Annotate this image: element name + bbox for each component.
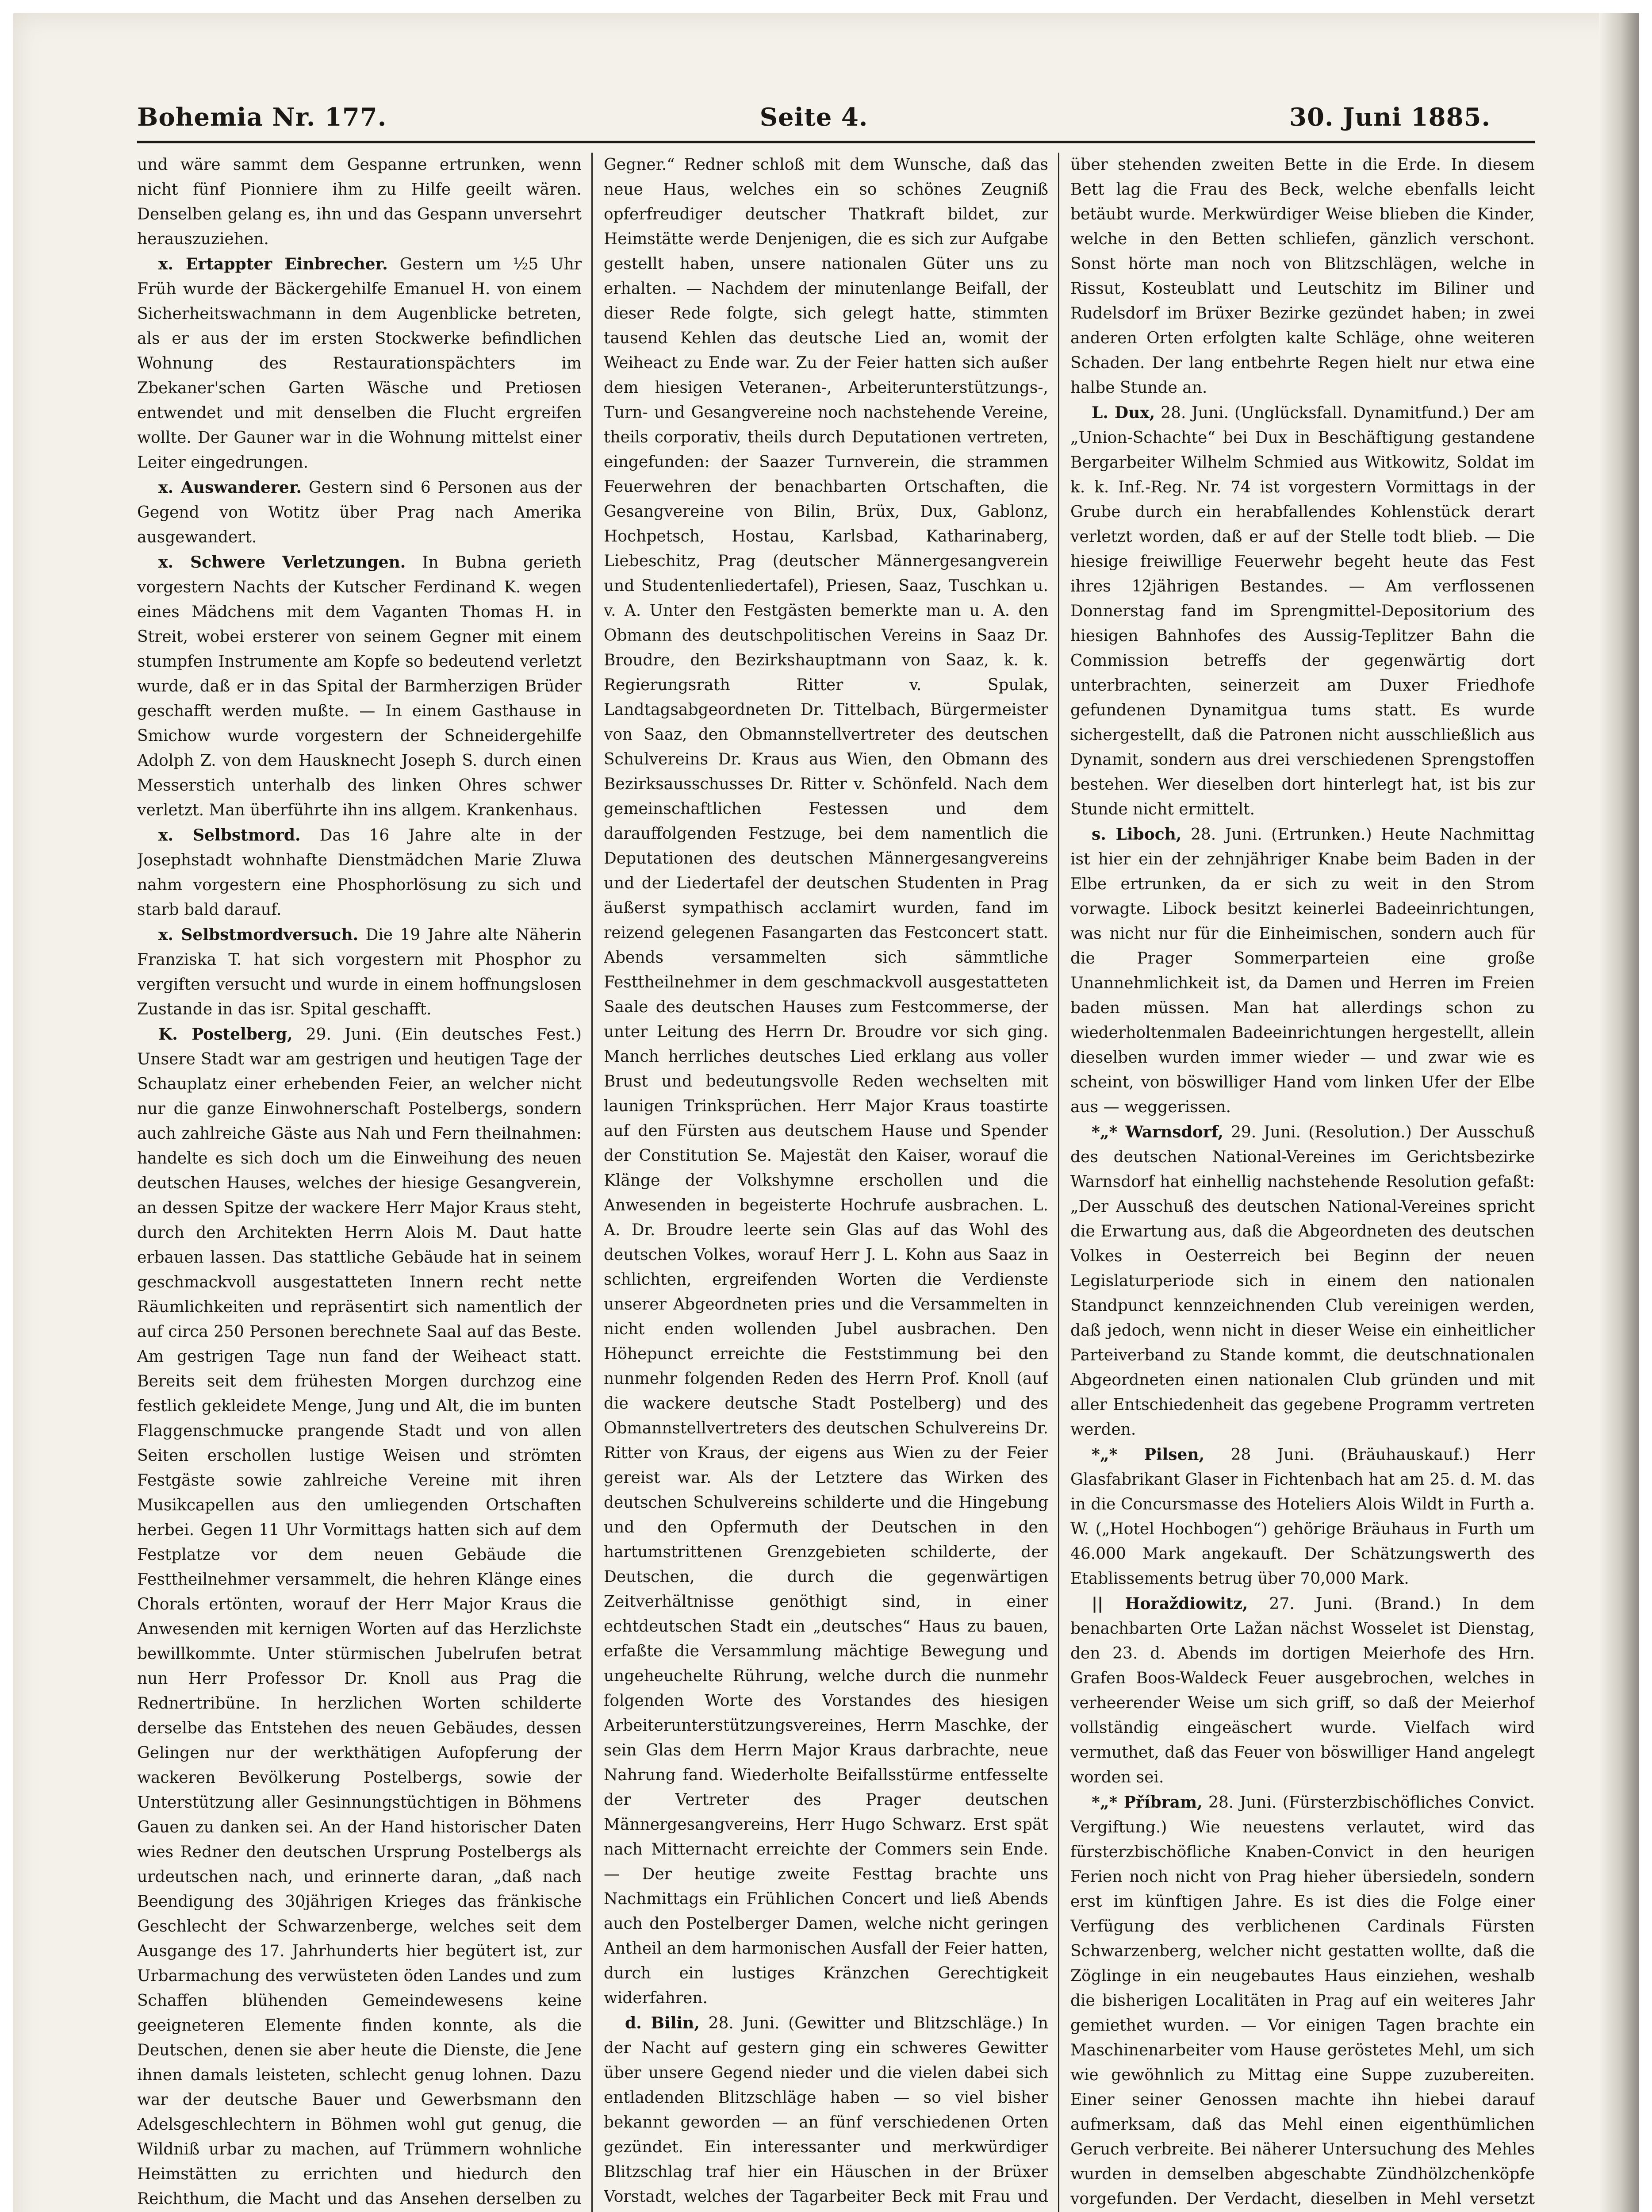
article-paragraph	[137, 550, 582, 823]
article-heading: *„* Pilsen,	[1092, 1445, 1205, 1464]
article-text: 28. Juni. (Gewitter und Blitzschläge.) In der Nacht auf gestern ging ein schweres Gewitter über unsere Gegend nieder und die vielen dabei sich entladenden Blitzschläge haben — so viel bisher bekannt geworden — an fünf verschiedenen Orten gezündet. Ein interessanter und merkwürdiger Blitzschlag traf hier ein Häuschen in der Brüxer Vorstadt, welches der Tagarbeiter Beck mit Frau und	[604, 2014, 1048, 2206]
article-text: 28 Juni. (Bräuhauskauf.) Herr Glasfabrikant Glaser in Fichtenbach hat am 25. d. M. das in die Concursmasse des Hoteliers Alois Wildt in Furth a. W. („Hotel Hochbogen“) gehörige Bräuhaus in Furth um 46.000 Mark angekauft. Der Schätzungswerth des Etablissements betrug über 70,000 Mark.	[1070, 1446, 1535, 1588]
article-paragraph	[604, 153, 1048, 2011]
article-paragraph	[137, 922, 582, 1022]
article-text: Gegner.“ Redner schloß mit dem Wunsche, daß das neue Haus, welches ein so schönes Zeugniß opferfreudiger deutscher Thatkraft bildet, zur Heimstätte werde Denjenigen, die es sich zur Aufgabe gestellt haben, unsere nationalen Güter uns zu erhalten. — Nachdem der minutenlange Beifall, der dieser Rede folgte, sich gelegt hatte, stimmten tausend Kehlen das deutsche Lied an, womit der Weiheact zu Ende war. Zu der Feier hatten sich außer dem hiesigen Veteranen-, Arbeiterunterstützungs-, Turn- und Gesangvereine noch nachstehende Vereine, theils corporativ, theils durch Deputationen vertreten, eingefunden: der Saazer Turnverein, die strammen Feuerwehren der benachbarten Ortschaften, die Gesangvereine von Bilin, Brüx, Dux, Gablonz, Hochpetsch, Hostau, Karlsbad, Katharinaberg, Liebeschitz, Prag (deutscher Männergesangverein und Studentenliedertafel), Priesen, Saaz, Tuschkan u. v. A. Unter den Festgästen bemerkte man u. A. den Obmann des deutschpolitischen Vereins in Saaz Dr. Broudre, den Bezirkshauptmann von Saaz, k. k. Regierungsrath Ritter v. Spulak, Landtagsabgeordneten Dr. Tittelbach, Bürgermeister von Saaz, den Obmannstellvertreter des deutschen Schulvereins Dr. Kraus aus Wien, den Obmann des Bezirksausschusses Dr. Ritter v. Schönfeld. Nach dem gemeinschaftlichen Festessen und dem darauffolgenden Festzuge, bei dem namentlich die Deputationen des deutschen Männergesangvereins und der Liedertafel der deutschen Studenten in Prag äußerst sympathisch acclamirt wurden, fand im reizend gelegenen Fasangarten das Festconcert statt. Abends versammelten sich sämmtliche Festtheilnehmer in dem geschmackvoll ausgestatteten Saale des deutschen Hauses zum Festcommerse, der unter Leitung des Herrn Dr. Broudre vor sich ging. Manch herrliches deutsches Lied erklang aus voller Brust und bedeutungsvolle Reden wechselten mit launigen Trinksprüchen. Herr Major Kraus toastirte auf den Fürsten aus deutschem Hause und Spender der Constitution Se. Majestät den Kaiser, worauf die Klänge der Volkshymne erschollen und die Anwesenden in begeisterte Hochrufe ausbrachen. L. A. Dr. Broudre leerte sein Glas auf das Wohl des deutschen Volkes, worauf Herr J. L. Kohn aus Saaz in schlichten, ergreifenden Worten die Verdienste unserer Abgeordneten pries und die Versammelten in nicht enden wollenden Jubel ausbrachen. Den Höhepunct erreichte die Feststimmung bei den nunmehr folgenden Reden des Herrn Prof. Knoll (auf die wackere deutsche Stadt Postelberg) und des Obmannstellvertreters des deutschen Schulvereins Dr. Ritter von Kraus, der eigens aus Wien zu der Feier gereist war. Als der Letztere das Wirken des deutschen Schulvereins schilderte und die Hingebung und den Opfermuth der Deutschen in den hartumstrittenen Grenzgebieten schilderte, der Deutschen, die durch die gegenwärtigen Zeitverhältnisse genöthigt sind, in einer echtdeutschen Stadt ein „deutsches“ Haus zu bauen, erfaßte die Versammlung mächtige Bewegung und ungeheuchelte Rührung, welche durch die nunmehr folgenden Worte des Vorstandes des hiesigen Arbeiterunterstützungsvereines, Herrn Maschke, der sein Glas dem Herrn Major Kraus darbrachte, neue Nahrung fand. Wiederholte Beifallsstürme entfesselte der Vertreter des Prager deutschen Männergesangvereins, Herr Hugo Schwarz. Erst spät nach Mitternacht erreichte der Commers sein Ende. — Der heutige zweite Festtag brachte uns Nachmittags ein Frühlichen Concert und ließ Abends auch den Postelberger Damen, welche nicht geringen Antheil an dem harmonischen Ausfall der Feier hatten, durch ein lustiges Kränzchen Gerechtigkeit widerfahren.	[604, 156, 1048, 2007]
article-heading: x. Selbstmord.	[158, 826, 301, 845]
article-heading: L. Dux,	[1092, 403, 1155, 422]
article-text: 28. Juni. (Ertrunken.) Heute Nachmittag ist hier ein der zehnjähriger Knabe beim Baden in der Elbe ertrunken, da er sich zu weit in den Strom vorwagte. Libock besitzt keinerlei Badeeinrichtungen, was nicht nur für die Einheimischen, sondern auch für die Prager Sommerparteien eine große Unannehmlichkeit ist, da Damen und Herren im Freien baden müssen. Man hat allerdings schon zu wiederholtenmalen Badeeinrichtungen hergestellt, allein dieselben wurden immer wieder — und zwar wie es scheint, von böswilliger Hand vom linken Ufer der Elbe aus — weggerissen.	[1070, 826, 1535, 1116]
article-paragraph	[1070, 1120, 1535, 1442]
column-2	[604, 153, 1048, 2212]
article-paragraph	[1070, 1442, 1535, 1591]
article-text: 29. Juni. (Ein deutsches Fest.) Unsere Stadt war am gestrigen und heutigen Tage der Schauplatz einer erhebenden Feier, an welcher nicht nur die ganze Einwohnerschaft Postelbergs, sondern auch zahlreiche Gäste aus Nah und Fern theilnahmen: handelte es sich doch um die Einweihung des neuen deutschen Hauses, welches der hiesige Gesangverein, an dessen Spitze der wackere Herr Major Kraus steht, durch den Architekten Herrn Alois M. Daut hatte erbauen lassen. Das stattliche Gebäude hat in seinem geschmackvoll ausgestatteten Innern recht nette Räumlichkeiten und repräsentirt sich namentlich der auf circa 250 Personen berechnete Saal auf das Beste. Am gestrigen Tage nun fand der Weiheact statt. Bereits seit dem frühesten Morgen durchzog eine festlich gekleidete Menge, Jung und Alt, die im bunten Flaggenschmucke prangende Stadt und von allen Seiten erschollen lustige Weisen und strömten Festgäste sowie zahlreiche Vereine mit ihren Musikcapellen aus den umliegenden Ortschaften herbei. Gegen 11 Uhr Vormittags hatten sich auf dem Festplatze vor dem neuen Gebäude die Festtheilnehmer versammelt, die hehren Klänge eines Chorals ertönten, worauf der Herr Major Kraus die Anwesenden mit kernigen Worten auf das Herzlichste bewillkommte. Unter stürmischen Jubelrufen betrat nun Herr Professor Dr. Knoll aus Prag die Rednertribüne. In herzlichen Worten schilderte derselbe das Entstehen des neuen Gebäudes, dessen Gelingen nur der werkthätigen Aufopferung der wackeren Bevölkerung Postelbergs, sowie der Unterstützung aller Gesinnungstüchtigen in Böhmens Gauen zu danken sei. An der Hand historischer Daten wies Redner den deutschen Ursprung Postelbergs als urdeutschen nach, und erinnerte daran, „daß nach Beendigung des 30jährigen Krieges das fränkische Geschlecht der Schwarzenberge, welches seit dem Ausgange des 17. Jahrhunderts hier begütert ist, zur Urbarmachung des verwüsteten öden Landes und zum Schaffen blühenden Gemeindewesens keine geeigneteren Elemente finden konnte, als die Deutschen, denen sie aber heute die Dienste, die Jene ihnen damals leisteten, schlecht genug lohnen. Dazu war der deutsche Bauer und Gewerbsmann den Adelsgeschlechtern in Böhmen wohl gut genug, die Wildniß urbar zu machen, auf Trümmern wohnliche Heimstätten zu errichten und hiedurch den Reichthum, die Macht und das Ansehen derselben zu	[137, 1025, 582, 2208]
article-text: 29. Juni. (Resolution.) Der Ausschuß des deutschen National-Vereines im Gerichtsbezirke Warnsdorf hat einhellig nachstehende Resolution gefaßt: „Der Ausschuß des deutschen National-Vereines spricht die Erwartung aus, daß die Abgeordneten des deutschen Volkes in Oesterreich bei Beginn der neuen Legislaturperiode sich in einem den nationalen Standpunct kennzeichnenden Club vereinigen werden, daß jedoch, wenn nicht in dieser Weise ein einheitlicher Parteiverband zu Stande kommt, die deutschnationalen Abgeordneten einen nationalen Club gründen und mit aller Entschiedenheit das gegebene Programm vertreten werden.	[1070, 1123, 1535, 1439]
article-paragraph	[604, 2011, 1048, 2212]
article-paragraph	[1070, 1591, 1535, 1790]
column-divider	[1058, 153, 1059, 2212]
article-text: 28. Juni. (Fürsterzbischöfliches Convict. Vergiftung.) Wie neuestens verlautet, wird das fürsterzbischöfliche Knaben-Convict in den heurigen Ferien noch nicht von Prag hieher übersiedeln, sondern erst im künftigen Jahre. Es ist dies die Folge einer Verfügung des verblichenen Cardinals Fürsten Schwarzenberg, welcher nicht gestatten wollte, daß die Zöglinge in ein neugebautes Haus einziehen, weshalb die bisherigen Localitäten in Prag auf ein weiteres Jahr gemiethet wurden. — Vor einigen Tagen brachte ein Maschinenarbeiter vom Hause geröstetes Mehl, um sich wie gewöhnlich zu Mittag eine Suppe zuzubereiten. Einer seiner Genossen machte ihn hiebei darauf aufmerksam, daß das Mehl einen eigenthümlichen Geruch verbreite. Bei näherer Untersuchung des Mehles wurden in demselben abgeschabte Zündhölzchenköpfe vorgefunden. Der Verdacht, dieselben in Mehl versetzt	[1070, 1793, 1535, 2208]
article-paragraph	[137, 1022, 582, 2212]
article-paragraph	[137, 475, 582, 550]
page-header	[137, 96, 1491, 136]
article-text: und wäre sammt dem Gespanne ertrunken, wenn nicht fünf Pionniere ihm zu Hilfe geeilt wären. Denselben gelang es, ihn und das Gespann unversehrt herauszuziehen.	[137, 156, 582, 248]
article-text: 28. Juni. (Unglücksfall. Dynamitfund.) Der am „Union-Schachte“ bei Dux in Beschäftigung gestandene Bergarbeiter Wilhelm Schmied aus Witkowitz, Soldat im k. k. Inf.-Reg. Nr. 74 ist vorgestern Vormittags in der Grube durch ein herabfallendes Kohlenstück derart verletzt worden, daß er auf der Stelle todt blieb. — Die hiesige freiwillige Feuerwehr begeht heute das Fest ihres 12jährigen Bestandes. — Am verflossenen Donnerstag fand im Sprengmittel-Depositorium des hiesigen Bahnhofes des Aussig-Teplitzer Bahn die Commission betreffs der gegenwärtig dort unterbrachten, seinerzeit am Duxer Friedhofe gefundenen Dynamitgua tums statt. Es wurde sichergestellt, daß die Patronen nicht ausschließlich aus Dynamit, sondern aus drei verschiedenen Sprengstoffen bestehen. Wer dieselben dort hinterlegt hat, ist bis zur Stunde nicht ermittelt.	[1070, 404, 1535, 818]
column-1	[137, 153, 582, 2212]
article-paragraph	[1070, 1790, 1535, 2212]
article-heading: || Horaždiowitz,	[1092, 1594, 1248, 1613]
header-rule	[137, 141, 1535, 143]
article-paragraph	[137, 153, 582, 252]
article-paragraph	[1070, 153, 1535, 400]
article-text: 27. Juni. (Brand.) In dem benachbarten Orte Lažan nächst Wosselet ist Dienstag, den 23. d. Abends im dortigen Meierhofe des Hrn. Grafen Boos-Waldeck Feuer ausgebrochen, welches in verheerender Weise um sich griff, so daß der Meierhof vollständig eingeäschert wurde. Vielfach wird vermuthet, daß das Feuer von böswilliger Hand angelegt worden sei.	[1070, 1595, 1535, 1786]
article-heading: x. Ertappter Einbrecher.	[158, 255, 388, 273]
article-text: Gestern sind 6 Personen aus der Gegend von Wotitz über Prag nach Amerika ausgewandert.	[137, 479, 582, 546]
column-divider	[591, 153, 593, 2212]
page-gutter-shadow	[1599, 13, 1639, 2212]
article-heading: s. Liboch,	[1092, 825, 1182, 844]
article-heading: d. Bilin,	[625, 2014, 700, 2032]
article-heading: *„* Příbram,	[1092, 1793, 1203, 1812]
article-heading: x. Schwere Verletzungen.	[158, 553, 406, 572]
header-page-number: Seite 4.	[759, 103, 868, 132]
article-heading: x. Auswanderer.	[158, 478, 302, 497]
column-3	[1070, 153, 1535, 2212]
article-heading: x. Selbstmordversuch.	[158, 926, 359, 944]
header-date: 30. Juni 1885.	[1289, 103, 1491, 132]
header-masthead: Bohemia Nr. 177.	[137, 103, 387, 132]
article-paragraph	[137, 823, 582, 922]
article-heading: *„* Warnsdorf,	[1092, 1123, 1223, 1141]
article-text: In Bubna gerieth vorgestern Nachts der Kutscher Ferdinand K. wegen eines Mädchens mit dem Vaganten Thomas H. in Streit, wobei ersterer von seinem Gegner mit einem stumpfen Instrumente am Kopfe so bedeutend verletzt wurde, daß er in das Spital der Barmherzigen Brüder geschafft werden mußte. — In einem Gasthause in Smichow wurde vorgestern der Schneidergehilfe Adolph Z. von dem Hausknecht Joseph S. durch einen Messerstich unterhalb des linken Ohres schwer verletzt. Man überführte ihn ins allgem. Krankenhaus.	[137, 553, 582, 819]
article-text: Das 16 Jahre alte in der Josephstadt wohnhafte Dienstmädchen Marie Zluwa nahm vorgestern eine Phosphorlösung zu sich und starb bald darauf.	[137, 826, 582, 919]
article-text: Die 19 Jahre alte Näherin Franziska T. hat sich vorgestern mit Phosphor zu vergiften versucht und wurde in einem hoffnungslosen Zustande in das isr. Spital geschafft.	[137, 926, 582, 1018]
article-heading: K. Postelberg,	[158, 1025, 293, 1044]
article-paragraph	[137, 252, 582, 475]
article-paragraph	[1070, 400, 1535, 822]
article-text: Gestern um ½5 Uhr Früh wurde der Bäckergehilfe Emanuel H. von einem Sicherheitswachmann in dem Augenblicke betreten, als er aus der im ersten Stockwerke befindlichen Wohnung des Restaurationspächters im Zbekaner'schen Garten Wäsche und Pretiosen entwendet und mit denselben die Flucht ergreifen wollte. Der Gauner war in die Wohnung mittelst einer Leiter eingedrungen.	[137, 255, 582, 472]
text-columns	[137, 153, 1535, 2212]
article-text: über stehenden zweiten Bette in die Erde. In diesem Bett lag die Frau des Beck, welche ebenfalls leicht betäubt wurde. Merkwürdiger Weise blieben die Kinder, welche in den Betten schliefen, gänzlich verschont. Sonst hörte man noch von Blitzschlägen, welche in Rissut, Kosteublatt und Leutschitz im Biliner und Rudelsdorf im Brüxer Bezirke gezündet haben; in zwei anderen Orten erfolgten kalte Schläge, ohne weiteren Schaden. Der lang entbehrte Regen hielt nur etwa eine halbe Stunde an.	[1070, 156, 1535, 397]
article-paragraph	[1070, 822, 1535, 1120]
